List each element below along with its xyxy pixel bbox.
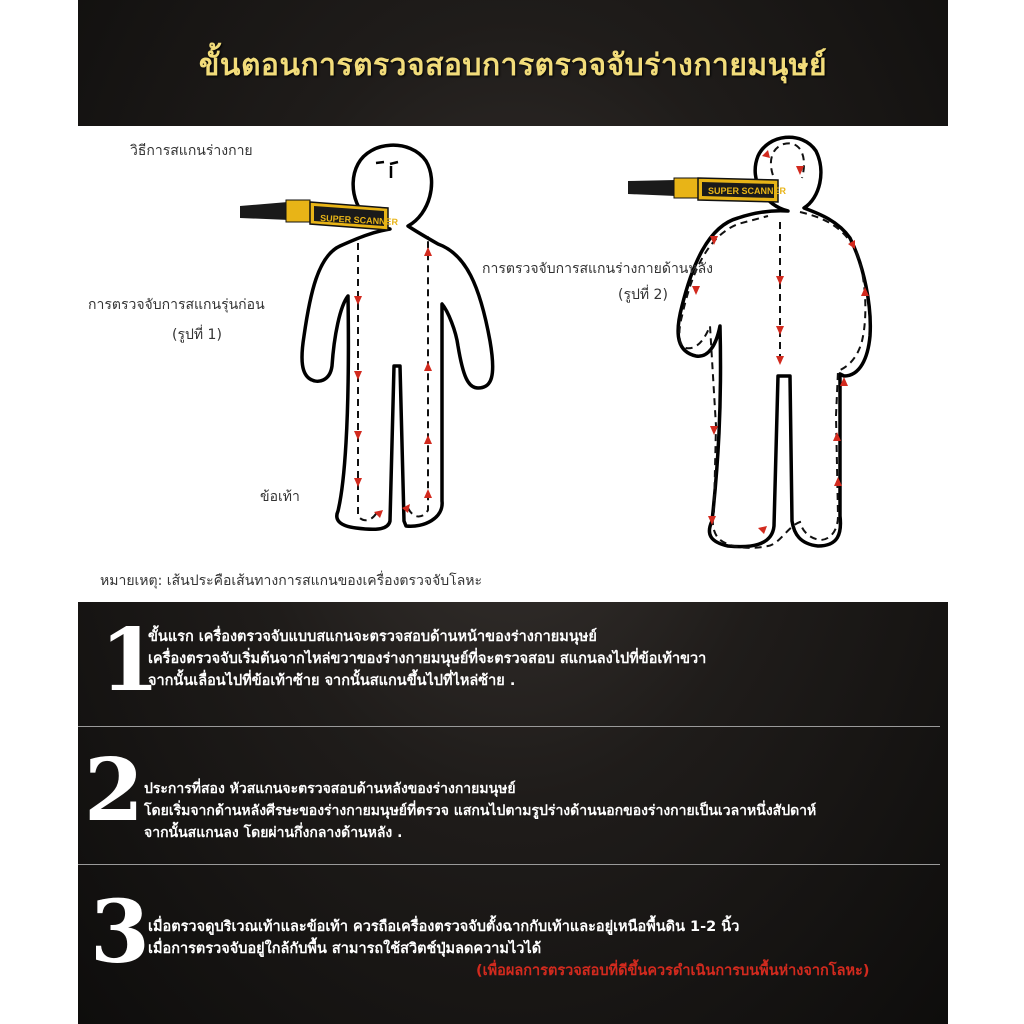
scanner-2 [628, 178, 787, 202]
figure-1-outline [302, 145, 493, 529]
step-2 [78, 740, 948, 858]
diagram-note: หมายเหตุ: เส้นประคือเส้นทางการสแกนของเครื่องตรวจจับโลหะ [100, 573, 483, 589]
step-2-line-3: จากนั้นสแกนลง โดยผ่านกึ่งกลางด้านหลัง . [144, 825, 403, 841]
ankle-label: ข้อเท้า [260, 489, 300, 505]
back-scan-label: การตรวจจับการสแกนร่างกายด้านหลัง [482, 261, 714, 277]
scan-method-label: วิธีการสแกนร่างกาย [130, 143, 253, 159]
scanner-1 [240, 200, 399, 230]
figure-1-face [376, 162, 398, 178]
front-scan-label: การตรวจจับการสแกนรุ่นก่อน [88, 297, 265, 313]
scanner-2-label: SUPER SCANNER [708, 186, 787, 196]
step-2-line-1: ประการที่สอง หัวสแกนจะตรวจสอบด้านหลังของร่างกายมนุษย์ [144, 781, 516, 797]
step-3-text [148, 916, 869, 982]
step-3-line-2: เมื่อการตรวจจับอยู่ใกล้กับพื้น สามารถใช้สวิตช์ปุ่มลดความไวได้ [148, 941, 542, 957]
step-1-line-3: จากนั้นเลื่อนไปที่ข้อเท้าซ้าย จากนั้นสแกนขึ้นไปที่ไหล่ซ้าย . [148, 673, 516, 689]
step-1 [78, 610, 948, 726]
scan-diagram [78, 126, 948, 602]
dark-panel [78, 0, 948, 1024]
separator-1 [78, 726, 940, 727]
step-3-line-1: เมื่อตรวจดูบริเวณเท้าและข้อเท้า ควรถือเครื่องตรวจจับตั้งฉากกับเท้าและอยู่เหนือพื้นดิน 1-2 นิ้ว [148, 919, 740, 935]
separator-2 [78, 864, 940, 865]
figure-1-caption: (รูปที่ 1) [172, 327, 222, 343]
step-1-line-2: เครื่องตรวจจับเริ่มต้นจากไหล่ขวาของร่างกายมนุษย์ที่จะตรวจสอบ สแกนลงไปที่ข้อเท้าขวา [148, 651, 707, 667]
step-1-number: 1 [100, 610, 160, 711]
body-figures [78, 126, 948, 602]
step-2-number: 2 [84, 740, 144, 841]
step-3-number: 3 [90, 882, 150, 983]
figure-1-scan-path-return [408, 236, 428, 517]
step-3 [78, 882, 948, 1000]
page-title: ขั้นตอนการตรวจสอบการตรวจจับร่างกายมนุษย์ [198, 48, 828, 83]
figure-2-caption: (รูปที่ 2) [618, 287, 668, 303]
step-1-text [148, 626, 706, 692]
step-2-line-2: โดยเริ่มจากด้านหลังศีรษะของร่างกายมนุษย์ที่ตรวจ แสกนไปตามรูปร่างด้านนอกของร่างกายเป็นเวลาหนึ่งสัปดาห์ [144, 803, 817, 819]
scanner-1-label: SUPER SCANNER [319, 213, 399, 228]
step-1-line-1: ขั้นแรก เครื่องตรวจจับแบบสแกนจะตรวจสอบด้านหน้าของร่างกายมนุษย์ [148, 629, 597, 645]
step-3-note: (เพื่อผลการตรวจสอบที่ดีขึ้นควรดำเนินการบนพื้นห่างจากโลหะ) [476, 963, 870, 979]
step-2-text [144, 778, 816, 844]
